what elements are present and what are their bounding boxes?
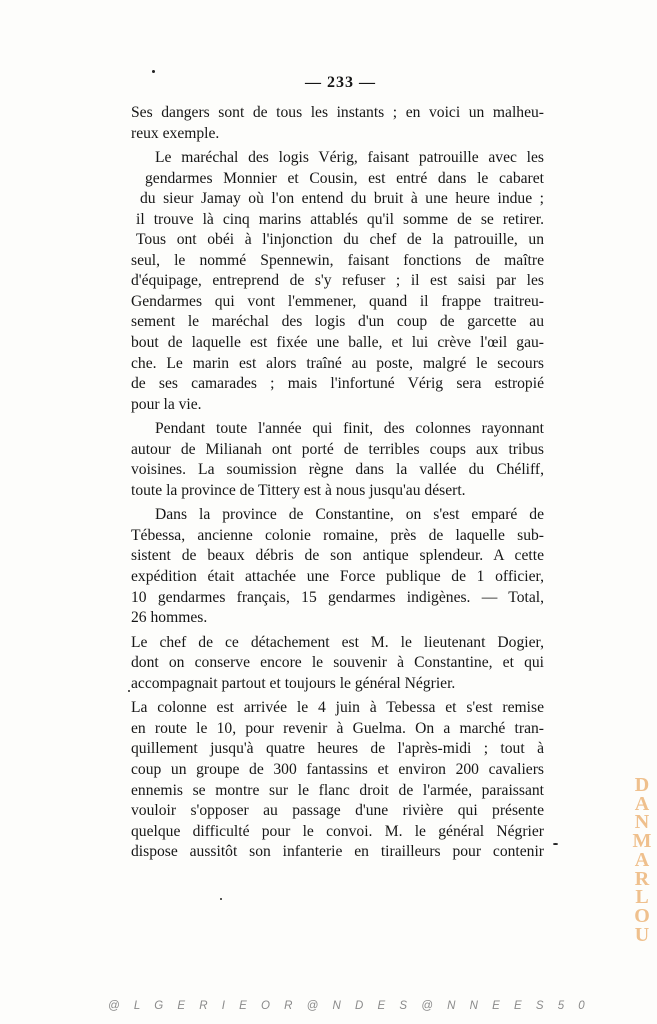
watermark-letter: U xyxy=(634,923,650,946)
text-line: bout de laquelle est fixée une balle, et lui crève l'œil gau- xyxy=(131,334,544,352)
text-line: Tébessa, ancienne colonie romaine, près de laquelle sub- xyxy=(131,526,544,544)
text-line: de ses camarades ; mais l'infortuné Vérig sera estropié xyxy=(131,375,544,393)
text-line: toute la province de Tittery est à nous jusqu'au désert. xyxy=(131,481,466,499)
text-line: sistent de beaux débris de son antique splendeur. A cette xyxy=(131,547,544,565)
text-line: Le maréchal des logis Vérig, faisant patrouille avec les xyxy=(155,149,544,167)
text-line: en route le 10, pour revenir à Guelma. On a marché tran- xyxy=(131,719,544,737)
footer-caption: @ L G E R I E O R @ N D E S @ N N E E S 5 0 xyxy=(108,1000,591,1012)
text-line: Le chef de ce détachement est M. le lieutenant Dogier, xyxy=(131,633,544,651)
page-number: — 233 — xyxy=(305,74,376,91)
watermark-letter: M xyxy=(632,830,652,853)
ink-speck xyxy=(128,690,130,692)
text-line: dispose aussitôt son infanterie en tirailleurs pour contenir xyxy=(131,843,544,861)
text-line: pour la vie. xyxy=(131,395,202,413)
text-line: du sieur Jamay où l'on entend du bruit à une heure indue ; xyxy=(140,190,544,208)
text-line: expédition était attachée une Force publique de 1 officier, xyxy=(131,568,544,586)
watermark-letter: D xyxy=(634,774,650,796)
watermark-letter: A xyxy=(634,792,650,815)
text-line: dont on conserve encore le souvenir à Constantine, et qui xyxy=(131,654,544,672)
text-line: Gendarmes qui vont l'emmener, quand il frappe traitreu- xyxy=(131,292,544,310)
text-line: 10 gendarmes français, 15 gendarmes indigènes. — Total, xyxy=(131,588,544,606)
text-line: Dans la province de Constantine, on s'est emparé de xyxy=(155,506,544,524)
text-line: Ses dangers sont de tous les instants ; en voici un malheu- xyxy=(131,104,544,121)
watermark-letter: O xyxy=(634,904,650,927)
text-line: d'équipage, entreprend de s'y refuser ; il est saisi par les xyxy=(131,272,544,290)
text-line: voisines. La soumission règne dans la vallée du Chéliff, xyxy=(131,461,544,479)
text-line: autour de Milianah ont porté de terribles coups aux tribus xyxy=(131,440,544,458)
watermark-letter: L xyxy=(635,886,649,909)
text-line: Tous ont obéi à l'injonction du chef de la patrouille, un xyxy=(136,231,544,249)
text-line: gendarmes Monnier et Cousin, est entré dans le cabaret xyxy=(145,169,544,187)
text-line: che. Le marin est alors traîné au poste, malgré le secours xyxy=(131,354,544,372)
ink-speck xyxy=(220,898,222,900)
text-line: coup un groupe de 300 fantassins et environ 200 cavaliers xyxy=(131,760,544,778)
text-line: quelque difficulté pour le convoi. M. le général Négrier xyxy=(131,822,544,840)
text-line: seul, le nommé Spennewin, faisant fonctions de maître xyxy=(131,251,544,269)
ink-speck xyxy=(152,70,155,73)
text-line: ennemis se montre sur le flanc droit de l'armée, paraissant xyxy=(131,781,544,799)
ink-speck xyxy=(553,843,558,845)
text-line: sement le maréchal des logis d'un coup de garcette au xyxy=(131,313,544,331)
watermark-letter: A xyxy=(634,848,650,871)
text-line: accompagnait partout et toujours le général Négrier. xyxy=(131,674,456,692)
text-line: Pendant toute l'année qui finit, des colonnes rayonnant xyxy=(155,420,544,438)
text-line: reux exemple. xyxy=(131,124,220,142)
watermark xyxy=(631,776,653,944)
body-text xyxy=(131,103,544,863)
text-line: vouloir s'opposer au passage d'une rivière qui présente xyxy=(131,802,544,820)
watermark-letter: R xyxy=(634,867,650,890)
text-line: La colonne est arrivée le 4 juin à Tebessa et s'est remise xyxy=(131,699,544,717)
watermark-letter: N xyxy=(634,811,650,834)
text-line: il trouve là cinq marins attablés qu'il somme de se retirer. xyxy=(136,210,544,228)
text-line: 26 hommes. xyxy=(131,609,208,627)
text-line: quillement jusqu'à quatre heures de l'après-midi ; tout à xyxy=(131,740,544,758)
